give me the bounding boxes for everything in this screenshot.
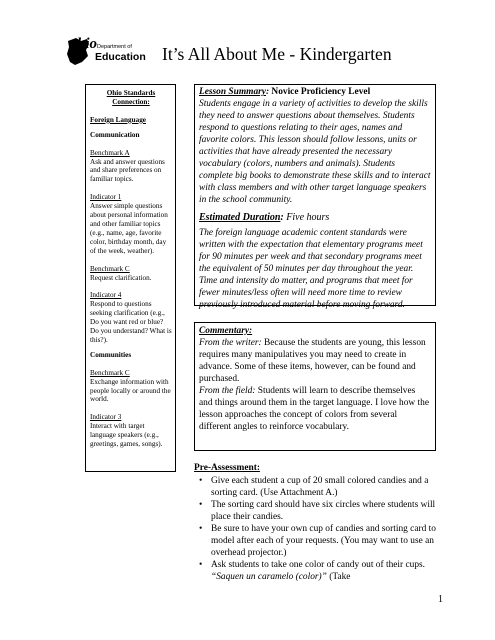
pre-assessment-section [194,462,436,583]
list-item-text: Give each student a cup of 20 small colored candies and a sorting card. (Use Attachment A.) [211,476,429,499]
indicator-4-label: Indicator 4 [90,291,122,300]
list-item [194,475,436,499]
lesson-summary-box [194,84,436,310]
lesson-summary-text: Students engage in a variety of activities to develop the skills they need to answer questions about themselves. Students respond to questions relating to their ages, names and favorite colors. This lesson should follow lessons, units or activities that have already presented the necessary vocabulary (colors, numbers and animals). Students complete big books to demonstrate these skills and to interact with class members and with other target language speakers in the school community. [199,99,431,206]
indicator-3-label: Indicator 3 [90,413,122,422]
indicator-3-text: Interact with target language speakers (e.g., greetings, games, songs). [90,422,163,449]
list-item-text: The sorting card should have six circles where students will place their candies. [211,500,436,523]
spanish-command-quote: “Saquen un caramelo (color)” [211,572,327,583]
indicator-4-text: Respond to questions seeking clarification (e.g., Do you want red or blue? Do you understand? What is this?). [90,300,172,344]
standards-sidebar [85,84,176,472]
sidebar-section-communication: Communication [90,130,140,139]
lesson-summary-label: Lesson Summary [199,87,266,97]
pre-assessment-label: Pre-Assessment: [194,463,260,473]
logo-education-text: Education [95,51,146,63]
svg-text:hio: hio [77,36,98,52]
sidebar-heading: Ohio Standards Connection: [106,89,156,106]
benchmark-c-text: Request clarification. [90,273,152,282]
benchmark-c2-label: Benchmark C [90,368,130,377]
sidebar-section-communities: Communities [90,350,132,359]
logo-department-text: Department of [97,44,132,50]
field-text: Students will learn to describe themselves and things around them in the target language. I love how the lesson approaches the concept of colors from several different angles to reinforce vocabulary. [199,386,429,433]
writer-label: From the writer: [199,338,262,349]
indicator-1-label: Indicator 1 [90,193,122,202]
bullet-icon: • [199,560,203,571]
ohio-education-logo [64,32,156,70]
bullet-icon: • [199,524,203,535]
bullet-icon: • [199,500,203,511]
list-item-text: Be sure to have your own cup of candies and sorting card to model after each of your requests. (You may want to use an overhead projector.) [211,524,436,559]
benchmark-c2-text: Exchange information with people locally or around the world. [90,377,171,404]
list-item [194,523,436,559]
indicator-1-text: Answer simple questions about personal information and other familiar topics (e.g., name, age, favorite color, birthday month, day of the week, weather). [90,202,168,255]
lesson-summary-colon: : [265,87,270,97]
bullet-icon: • [199,476,203,487]
benchmark-a-text: Ask and answer questions and share preferences on familiar topics. [90,157,165,184]
commentary-label: Commentary: [199,326,253,336]
proficiency-level: Novice Proficiency Level [269,87,371,97]
sidebar-subject: Foreign Language [90,115,146,124]
list-item-text-end: (Take [326,572,351,583]
page-number: 1 [438,594,443,605]
commentary-box [194,322,436,451]
estimated-duration-colon: : [280,212,284,224]
document-title: It’s All About Me - Kindergarten [162,44,392,64]
list-item [194,499,436,523]
list-item-text: Ask students to take one color of candy out of their cups. [211,560,426,571]
pre-assessment-list [194,475,436,583]
writer-text: Because the students are young, this lesson requires many manipulatives you may need to create in advance. Some of these items, however, can be found and purchased. [199,338,426,385]
benchmark-a-label: Benchmark A [90,148,130,157]
duration-text: The foreign language academic content standards were written with the expectation that elementary programs meet for 90 minutes per week and that secondary programs meet the equivalent of 50 minutes per day throughout the year. Time and intensity do matter, and programs that meet for fewer minutes/less often will need more time to review previously introduced material before moving forward. [199,227,423,310]
estimated-duration-value: Five hours [283,212,330,224]
benchmark-c-label: Benchmark C [90,264,130,273]
estimated-duration-label: Estimated Duration [199,212,281,224]
field-label: From the field: [199,386,256,397]
list-item [194,559,436,583]
